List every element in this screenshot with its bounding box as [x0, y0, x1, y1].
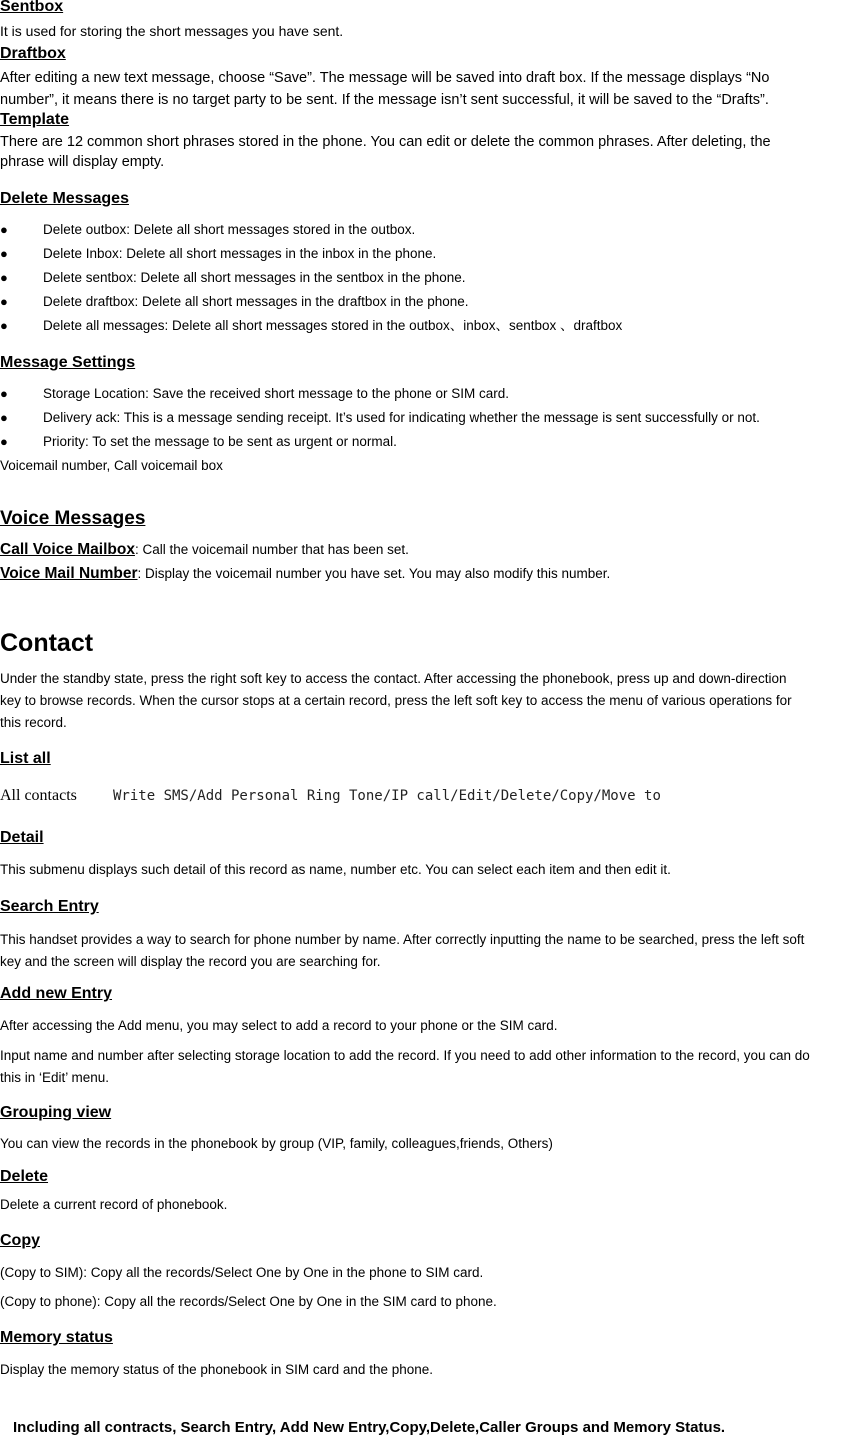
voice-messages-heading: Voice Messages: [0, 508, 146, 529]
add-new-entry-line-3: this in ‘Edit’ menu.: [0, 1070, 110, 1085]
memory-status-description: Display the memory status of the phonebook in SIM card and the phone.: [0, 1362, 434, 1377]
voicemail-line: Voicemail number, Call voicemail box: [0, 458, 223, 473]
copy-line-1: (Copy to SIM): Copy all the records/Select One by One in the phone to SIM card.: [0, 1265, 484, 1280]
detail-description: This submenu displays such detail of this record as name, number etc. You can select each item and then edit it.: [0, 862, 671, 877]
add-new-entry-line-1: After accessing the Add menu, you may select to add a record to your phone or the SIM card.: [0, 1018, 558, 1033]
list-all-heading: List all: [0, 750, 51, 767]
footer-summary: Including all contracts, Search Entry, Add New Entry,Copy,Delete,Caller Groups and Memory Status.: [13, 1419, 726, 1436]
all-contacts-options: Write SMS/Add Personal Ring Tone/IP call/Edit/Delete/Copy/Move to: [113, 788, 661, 804]
memory-status-heading: Memory status: [0, 1329, 113, 1346]
list-item: Priority: To set the message to be sent as urgent or normal.: [43, 434, 397, 449]
contact-line-2: key to browse records. When the cursor stops at a certain record, press the left soft key to access the menu of various operations for: [0, 693, 792, 708]
contact-line-3: this record.: [0, 715, 67, 730]
bullet-icon: ●: [0, 386, 8, 401]
draftbox-line-1: After editing a new text message, choose “Save”. The message will be saved into draft box. If the message displays “No: [0, 70, 770, 86]
template-line-1: There are 12 common short phrases stored in the phone. You can edit or delete the common phrases. After deleting, the: [0, 134, 771, 150]
call-voice-mailbox-label: Call Voice Mailbox: [0, 541, 135, 558]
list-item: Delete all messages: Delete all short messages stored in the outbox、inbox、sentbox 、draftbox: [43, 318, 623, 333]
draftbox-heading: Draftbox: [0, 45, 66, 62]
copy-line-2: (Copy to phone): Copy all the records/Select One by One in the SIM card to phone.: [0, 1294, 497, 1309]
search-entry-line-1: This handset provides a way to search for phone number by name. After correctly inputting the name to be searched, press the left soft: [0, 932, 805, 947]
call-voice-mailbox-line: [0, 540, 409, 560]
voice-mail-number-label: Voice Mail Number: [0, 565, 138, 582]
bullet-icon: ●: [0, 318, 8, 333]
search-entry-line-2: key and the screen will display the record you are searching for.: [0, 954, 381, 969]
detail-heading: Detail: [0, 829, 44, 846]
grouping-view-description: You can view the records in the phonebook by group (VIP, family, colleagues,friends, Others): [0, 1136, 553, 1151]
draftbox-line-2: number”, it means there is no target party to be sent. If the message isn’t sent successful, it will be saved to the “Drafts”.: [0, 92, 769, 108]
call-voice-mailbox-text: : Call the voicemail number that has been set.: [134, 542, 409, 557]
list-item: Storage Location: Save the received short message to the phone or SIM card.: [43, 386, 510, 401]
list-item: Delete draftbox: Delete all short messages in the draftbox in the phone.: [43, 294, 469, 309]
delete-heading: Delete: [0, 1168, 49, 1185]
list-all-row: [0, 785, 865, 807]
sentbox-heading: Sentbox: [0, 0, 64, 15]
bullet-icon: ●: [0, 410, 8, 425]
voice-mail-number-text: : Display the voicemail number you have set. You may also modify this number.: [137, 566, 611, 581]
all-contacts-label: All contacts: [0, 787, 77, 804]
grouping-view-heading: Grouping view: [0, 1104, 112, 1121]
list-item: Delivery ack: This is a message sending receipt. It’s used for indicating whether the message is sent successfully or not.: [43, 410, 760, 425]
message-settings-heading: Message Settings: [0, 354, 136, 371]
bullet-icon: ●: [0, 294, 8, 309]
voice-mail-number-line: [0, 564, 610, 584]
bullet-icon: ●: [0, 246, 8, 261]
list-item: Delete Inbox: Delete all short messages in the inbox in the phone.: [43, 246, 437, 261]
list-item: Delete outbox: Delete all short messages stored in the outbox.: [43, 222, 416, 237]
contact-heading: Contact: [0, 629, 94, 657]
sentbox-description: It is used for storing the short messages you have sent.: [0, 23, 344, 39]
copy-heading: Copy: [0, 1232, 40, 1249]
template-heading: Template: [0, 111, 70, 128]
add-new-entry-heading: Add new Entry: [0, 985, 113, 1002]
contact-line-1: Under the standby state, press the right soft key to access the contact. After accessing the phonebook, press up and down-direction: [0, 671, 787, 686]
delete-messages-heading: Delete Messages: [0, 190, 129, 207]
list-item: Delete sentbox: Delete all short messages in the sentbox in the phone.: [43, 270, 466, 285]
add-new-entry-line-2: Input name and number after selecting storage location to add the record. If you need to add other information to the record, you can do: [0, 1048, 810, 1063]
bullet-icon: ●: [0, 270, 8, 285]
search-entry-heading: Search Entry: [0, 898, 99, 915]
bullet-icon: ●: [0, 434, 8, 449]
template-line-2: phrase will display empty.: [0, 154, 165, 170]
bullet-icon: ●: [0, 222, 8, 237]
delete-description: Delete a current record of phonebook.: [0, 1197, 228, 1212]
